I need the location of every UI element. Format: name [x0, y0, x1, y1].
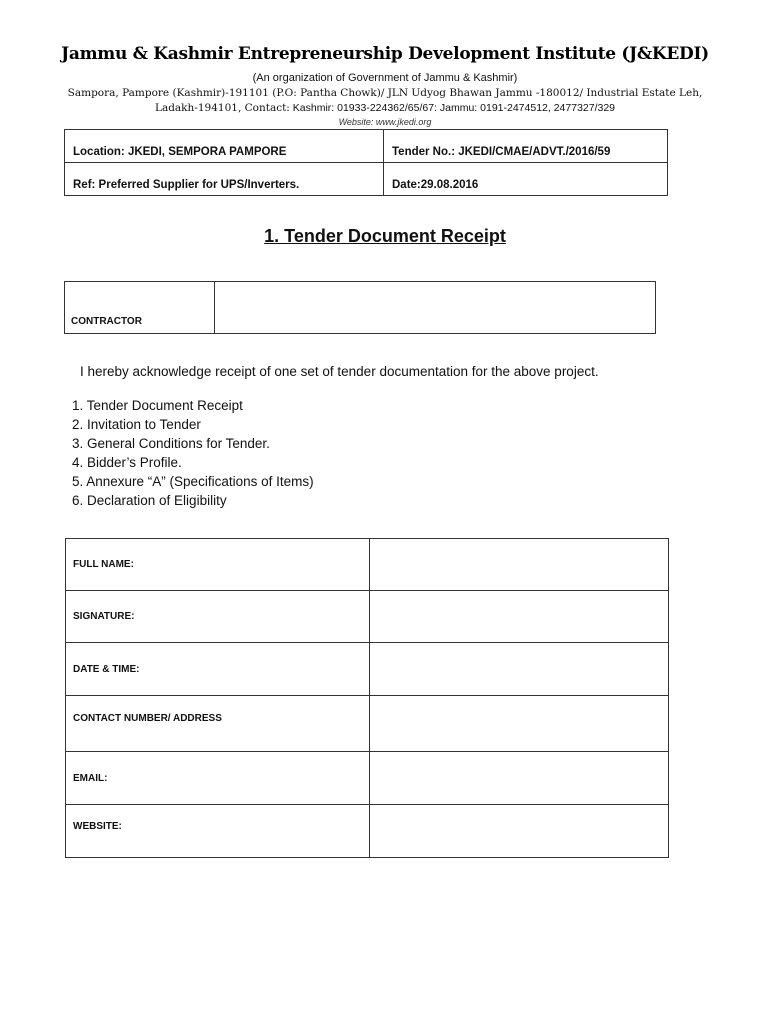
- website-label: WEBSITE:: [66, 805, 370, 858]
- date-time-label: DATE & TIME:: [66, 643, 370, 696]
- signoff-table: [65, 538, 669, 858]
- contractor-table: [64, 281, 656, 334]
- acknowledgement-text: I hereby acknowledge receipt of one set of tender documentation for the above project.: [80, 364, 599, 379]
- reference-table: [64, 129, 668, 196]
- contractor-label: CONTRACTOR: [65, 282, 215, 334]
- email-label: EMAIL:: [66, 752, 370, 805]
- list-item: 2. Invitation to Tender: [72, 417, 201, 432]
- address-line-2-location: Ladakh-194101, Contact:: [154, 102, 290, 114]
- location-cell: Location: JKEDI, SEMPORA PAMPORE: [65, 130, 384, 163]
- full-name-label: FULL NAME:: [66, 539, 370, 591]
- list-item: 3. General Conditions for Tender.: [72, 436, 270, 451]
- full-name-field[interactable]: [370, 539, 669, 591]
- website-line: Website: www.jkedi.org: [338, 117, 432, 127]
- list-item: 4. Bidder’s Profile.: [72, 455, 182, 470]
- contractor-field[interactable]: [215, 282, 656, 334]
- contact-field[interactable]: [370, 696, 669, 752]
- document-list: [72, 396, 314, 510]
- date-cell: Date:29.08.2016: [384, 163, 668, 196]
- institute-title: Jammu & Kashmir Entrepreneurship Development Institute (J&KEDI): [61, 44, 709, 64]
- website-field[interactable]: [370, 805, 669, 858]
- address-line-2: [0, 102, 770, 114]
- email-field[interactable]: [370, 752, 669, 805]
- address-line-2-contacts: Kashmir: 01933-224362/65/67: Jammu: 0191-2474512, 2477327/329: [292, 102, 616, 114]
- institute-subtitle: (An organization of Government of Jammu & Kashmir): [252, 72, 518, 84]
- list-item: 5. Annexure “A” (Specifications of Items): [72, 474, 314, 489]
- contact-label: CONTACT NUMBER/ ADDRESS: [66, 696, 370, 752]
- list-item: 6. Declaration of Eligibility: [72, 493, 227, 508]
- signature-label: SIGNATURE:: [66, 591, 370, 643]
- address-line-1: Sampora, Pampore (Kashmir)-191101 (P.O: Pantha Chowk)/ JLN Udyog Bhawan Jammu -180012/ Industrial Estate Leh,: [67, 87, 703, 99]
- list-item: 1. Tender Document Receipt: [72, 398, 243, 413]
- date-time-field[interactable]: [370, 643, 669, 696]
- signature-field[interactable]: [370, 591, 669, 643]
- document-title: 1. Tender Document Receipt: [264, 226, 506, 246]
- ref-cell: Ref: Preferred Supplier for UPS/Inverters.: [65, 163, 384, 196]
- tender-no-cell: Tender No.: JKEDI/CMAE/ADVT./2016/59: [384, 130, 668, 163]
